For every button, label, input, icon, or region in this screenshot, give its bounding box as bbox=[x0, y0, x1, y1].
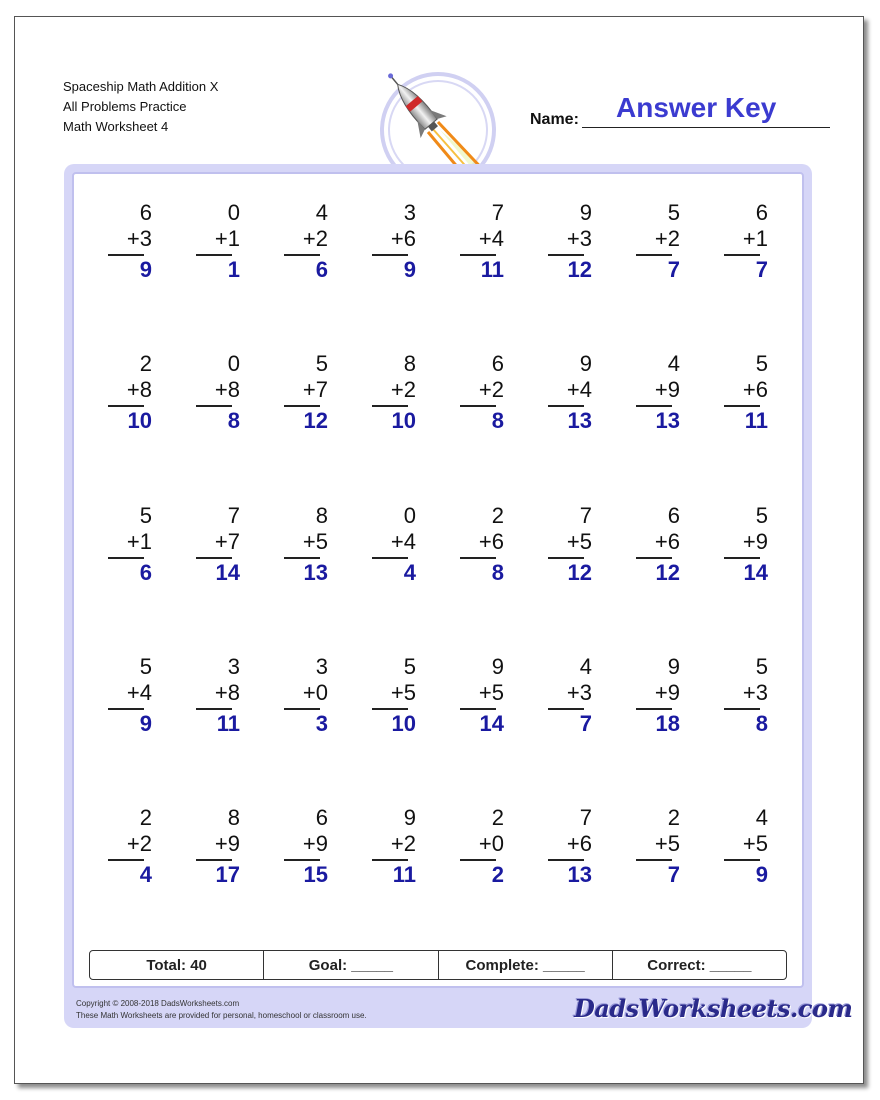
addend-bottom: +2 bbox=[390, 831, 416, 856]
addend-bottom: +1 bbox=[126, 529, 152, 554]
addend-top: 0 bbox=[227, 351, 240, 376]
problem-r2-c7 bbox=[626, 351, 686, 451]
sum-rule bbox=[108, 254, 144, 256]
addend-bottom: +5 bbox=[654, 831, 680, 856]
addend-top: 9 bbox=[491, 654, 504, 679]
addend-bottom: +6 bbox=[654, 529, 680, 554]
sum-rule bbox=[636, 859, 672, 861]
sum-rule bbox=[108, 557, 144, 559]
addend-top: 2 bbox=[139, 805, 152, 830]
sum-rule bbox=[636, 254, 672, 256]
sum-rule bbox=[196, 708, 232, 710]
addend-top: 6 bbox=[755, 200, 768, 225]
addend-bottom: +8 bbox=[214, 680, 240, 705]
addend-top: 2 bbox=[491, 805, 504, 830]
addend-top: 4 bbox=[315, 200, 328, 225]
sum-rule bbox=[548, 254, 584, 256]
answer: 11 bbox=[216, 711, 240, 736]
answer: 7 bbox=[667, 257, 680, 282]
problem-r4-c5 bbox=[450, 654, 510, 754]
complete-field: Complete: _____ bbox=[439, 951, 613, 979]
addend-bottom: +3 bbox=[566, 680, 592, 705]
problem-r4-c4 bbox=[362, 654, 422, 754]
answer: 12 bbox=[567, 560, 592, 585]
addend-bottom: +2 bbox=[390, 377, 416, 402]
addend-top: 4 bbox=[755, 805, 768, 830]
total-count: Total: 40 bbox=[90, 951, 264, 979]
problem-r4-c1 bbox=[98, 654, 158, 754]
sum-rule bbox=[460, 405, 496, 407]
problem-r2-c6 bbox=[538, 351, 598, 451]
problem-r4-c8 bbox=[714, 654, 774, 754]
problem-r2-c4 bbox=[362, 351, 422, 451]
sum-rule bbox=[548, 557, 584, 559]
addend-top: 4 bbox=[667, 351, 680, 376]
sum-rule bbox=[724, 557, 760, 559]
addend-bottom: +3 bbox=[566, 226, 592, 251]
usage-notice: These Math Worksheets are provided for personal, homeschool or classroom use. bbox=[76, 1011, 367, 1020]
addend-top: 6 bbox=[667, 503, 680, 528]
sum-rule bbox=[196, 557, 232, 559]
answer: 9 bbox=[139, 711, 152, 736]
addend-bottom: +7 bbox=[302, 377, 328, 402]
sum-rule bbox=[548, 708, 584, 710]
addend-bottom: +1 bbox=[742, 226, 768, 251]
addend-bottom: +4 bbox=[478, 226, 504, 251]
addend-top: 7 bbox=[227, 503, 240, 528]
score-bar bbox=[89, 950, 787, 980]
sum-rule bbox=[284, 859, 320, 861]
sum-rule bbox=[460, 254, 496, 256]
problem-r1-c3 bbox=[274, 200, 334, 300]
sum-rule bbox=[460, 557, 496, 559]
answer: 2 bbox=[491, 862, 504, 887]
sum-rule bbox=[196, 859, 232, 861]
addend-bottom: +3 bbox=[742, 680, 768, 705]
addend-bottom: +5 bbox=[390, 680, 416, 705]
addend-top: 5 bbox=[139, 654, 152, 679]
addend-top: 4 bbox=[579, 654, 592, 679]
addend-bottom: +2 bbox=[302, 226, 328, 251]
answer: 11 bbox=[744, 408, 768, 433]
problem-r1-c6 bbox=[538, 200, 598, 300]
sum-rule bbox=[460, 859, 496, 861]
addend-top: 7 bbox=[579, 805, 592, 830]
sum-rule bbox=[548, 859, 584, 861]
addend-top: 7 bbox=[491, 200, 504, 225]
answer: 9 bbox=[403, 257, 416, 282]
addend-bottom: +2 bbox=[654, 226, 680, 251]
addend-top: 0 bbox=[403, 503, 416, 528]
addend-top: 6 bbox=[139, 200, 152, 225]
addend-bottom: +5 bbox=[742, 831, 768, 856]
addend-top: 3 bbox=[403, 200, 416, 225]
addend-bottom: +5 bbox=[566, 529, 592, 554]
answer: 6 bbox=[315, 257, 328, 282]
addend-top: 6 bbox=[491, 351, 504, 376]
answer: 13 bbox=[655, 408, 680, 433]
answer: 9 bbox=[139, 257, 152, 282]
answer: 11 bbox=[480, 257, 504, 282]
problem-r5-c2 bbox=[186, 805, 246, 905]
sum-rule bbox=[372, 254, 408, 256]
addend-top: 9 bbox=[403, 805, 416, 830]
addend-top: 9 bbox=[667, 654, 680, 679]
sum-rule bbox=[284, 708, 320, 710]
sum-rule bbox=[636, 708, 672, 710]
addend-bottom: +6 bbox=[390, 226, 416, 251]
problems-panel bbox=[72, 172, 804, 988]
answer: 10 bbox=[127, 408, 152, 433]
addend-top: 3 bbox=[227, 654, 240, 679]
sum-rule bbox=[724, 859, 760, 861]
footer-notice bbox=[76, 998, 367, 1022]
problem-r1-c4 bbox=[362, 200, 422, 300]
correct-field: Correct: _____ bbox=[647, 956, 752, 974]
sum-rule bbox=[372, 405, 408, 407]
problem-r1-c5 bbox=[450, 200, 510, 300]
title-line-1: Spaceship Math Addition X bbox=[63, 79, 219, 94]
addend-bottom: +6 bbox=[742, 377, 768, 402]
answer: 17 bbox=[215, 862, 240, 887]
addend-top: 8 bbox=[227, 805, 240, 830]
brand-logo: DadsWorksheets.com bbox=[574, 994, 853, 1023]
problem-r5-c6 bbox=[538, 805, 598, 905]
answer: 7 bbox=[755, 257, 768, 282]
addend-bottom: +4 bbox=[566, 377, 592, 402]
addend-top: 3 bbox=[315, 654, 328, 679]
addend-bottom: +9 bbox=[742, 529, 768, 554]
addend-top: 7 bbox=[579, 503, 592, 528]
problem-r2-c2 bbox=[186, 351, 246, 451]
addend-top: 2 bbox=[491, 503, 504, 528]
sum-rule bbox=[196, 405, 232, 407]
problem-r5-c4 bbox=[362, 805, 422, 905]
sum-rule bbox=[108, 859, 144, 861]
problem-r1-c8 bbox=[714, 200, 774, 300]
problem-r2-c5 bbox=[450, 351, 510, 451]
problem-r5-c5 bbox=[450, 805, 510, 905]
addend-top: 5 bbox=[667, 200, 680, 225]
sum-rule bbox=[196, 254, 232, 256]
addend-top: 5 bbox=[315, 351, 328, 376]
name-field-line[interactable] bbox=[582, 127, 830, 128]
addend-top: 5 bbox=[139, 503, 152, 528]
addend-bottom: +6 bbox=[478, 529, 504, 554]
addend-bottom: +0 bbox=[478, 831, 504, 856]
problem-r3-c3 bbox=[274, 503, 334, 603]
addend-top: 5 bbox=[755, 351, 768, 376]
answer: 12 bbox=[567, 257, 592, 282]
sum-rule bbox=[724, 708, 760, 710]
answer: 8 bbox=[491, 560, 504, 585]
addend-top: 2 bbox=[667, 805, 680, 830]
answer: 4 bbox=[403, 560, 416, 585]
addend-bottom: +2 bbox=[478, 377, 504, 402]
answer-key-heading: Answer Key bbox=[616, 92, 777, 123]
addend-top: 9 bbox=[579, 351, 592, 376]
addend-bottom: +4 bbox=[126, 680, 152, 705]
addend-bottom: +4 bbox=[390, 529, 416, 554]
goal-field: Goal: _____ bbox=[264, 951, 438, 979]
problem-r3-c7 bbox=[626, 503, 686, 603]
answer: 14 bbox=[479, 711, 504, 736]
name-label: Name: bbox=[530, 111, 579, 128]
sum-rule bbox=[548, 405, 584, 407]
problem-r4-c3 bbox=[274, 654, 334, 754]
problem-r3-c4 bbox=[362, 503, 422, 603]
addend-bottom: +3 bbox=[126, 226, 152, 251]
addend-top: 0 bbox=[227, 200, 240, 225]
addend-bottom: +9 bbox=[654, 377, 680, 402]
answer: 9 bbox=[755, 862, 768, 887]
sum-rule bbox=[724, 405, 760, 407]
answer: 13 bbox=[567, 862, 592, 887]
sum-rule bbox=[724, 254, 760, 256]
problem-r5-c8 bbox=[714, 805, 774, 905]
problem-r2-c8 bbox=[714, 351, 774, 451]
sum-rule bbox=[372, 859, 408, 861]
problem-r4-c6 bbox=[538, 654, 598, 754]
sum-rule bbox=[372, 557, 408, 559]
answer: 13 bbox=[567, 408, 592, 433]
answer: 8 bbox=[755, 711, 768, 736]
problem-r2-c1 bbox=[98, 351, 158, 451]
addend-top: 9 bbox=[579, 200, 592, 225]
sum-rule bbox=[636, 405, 672, 407]
addend-top: 5 bbox=[755, 654, 768, 679]
answer: 4 bbox=[139, 862, 152, 887]
sum-rule bbox=[108, 708, 144, 710]
answer: 14 bbox=[743, 560, 768, 585]
answer: 13 bbox=[303, 560, 328, 585]
problem-r2-c3 bbox=[274, 351, 334, 451]
answer: 7 bbox=[579, 711, 592, 736]
sum-rule bbox=[460, 708, 496, 710]
addend-top: 2 bbox=[139, 351, 152, 376]
addend-bottom: +7 bbox=[214, 529, 240, 554]
addend-bottom: +9 bbox=[214, 831, 240, 856]
answer: 7 bbox=[667, 862, 680, 887]
addend-bottom: +5 bbox=[302, 529, 328, 554]
addend-top: 5 bbox=[755, 503, 768, 528]
problem-r4-c2 bbox=[186, 654, 246, 754]
addend-top: 5 bbox=[403, 654, 416, 679]
answer: 1 bbox=[227, 257, 240, 282]
sum-rule bbox=[284, 557, 320, 559]
addend-bottom: +9 bbox=[654, 680, 680, 705]
answer: 10 bbox=[391, 711, 416, 736]
problem-r3-c6 bbox=[538, 503, 598, 603]
addend-bottom: +2 bbox=[126, 831, 152, 856]
addend-top: 6 bbox=[315, 805, 328, 830]
sum-rule bbox=[284, 254, 320, 256]
answer: 8 bbox=[491, 408, 504, 433]
addend-bottom: +0 bbox=[302, 680, 328, 705]
answer: 8 bbox=[227, 408, 240, 433]
answer: 3 bbox=[315, 711, 328, 736]
problem-r4-c7 bbox=[626, 654, 686, 754]
answer: 12 bbox=[303, 408, 328, 433]
addend-bottom: +9 bbox=[302, 831, 328, 856]
problem-r3-c5 bbox=[450, 503, 510, 603]
problem-r1-c7 bbox=[626, 200, 686, 300]
problem-r3-c8 bbox=[714, 503, 774, 603]
problem-r1-c2 bbox=[186, 200, 246, 300]
sum-rule bbox=[108, 405, 144, 407]
answer: 12 bbox=[655, 560, 680, 585]
sum-rule bbox=[636, 557, 672, 559]
problem-r5-c1 bbox=[98, 805, 158, 905]
answer: 15 bbox=[303, 862, 328, 887]
answer: 10 bbox=[391, 408, 416, 433]
addend-bottom: +6 bbox=[566, 831, 592, 856]
problem-r3-c2 bbox=[186, 503, 246, 603]
title-line-2: All Problems Practice bbox=[63, 99, 187, 114]
addend-bottom: +1 bbox=[214, 226, 240, 251]
sum-rule bbox=[284, 405, 320, 407]
title-line-3: Math Worksheet 4 bbox=[63, 119, 169, 134]
answer: 6 bbox=[139, 560, 152, 585]
problem-r3-c1 bbox=[98, 503, 158, 603]
problem-r5-c7 bbox=[626, 805, 686, 905]
problem-r5-c3 bbox=[274, 805, 334, 905]
sum-rule bbox=[372, 708, 408, 710]
answer: 18 bbox=[655, 711, 680, 736]
addend-bottom: +8 bbox=[126, 377, 152, 402]
addend-bottom: +5 bbox=[478, 680, 504, 705]
answer: 11 bbox=[392, 862, 416, 887]
addend-top: 8 bbox=[315, 503, 328, 528]
worksheet-title bbox=[63, 77, 218, 137]
problem-r1-c1 bbox=[98, 200, 158, 300]
answer: 14 bbox=[215, 560, 240, 585]
addend-top: 8 bbox=[403, 351, 416, 376]
addend-bottom: +8 bbox=[214, 377, 240, 402]
copyright-text: Copyright © 2008-2018 DadsWorksheets.com bbox=[76, 999, 240, 1008]
